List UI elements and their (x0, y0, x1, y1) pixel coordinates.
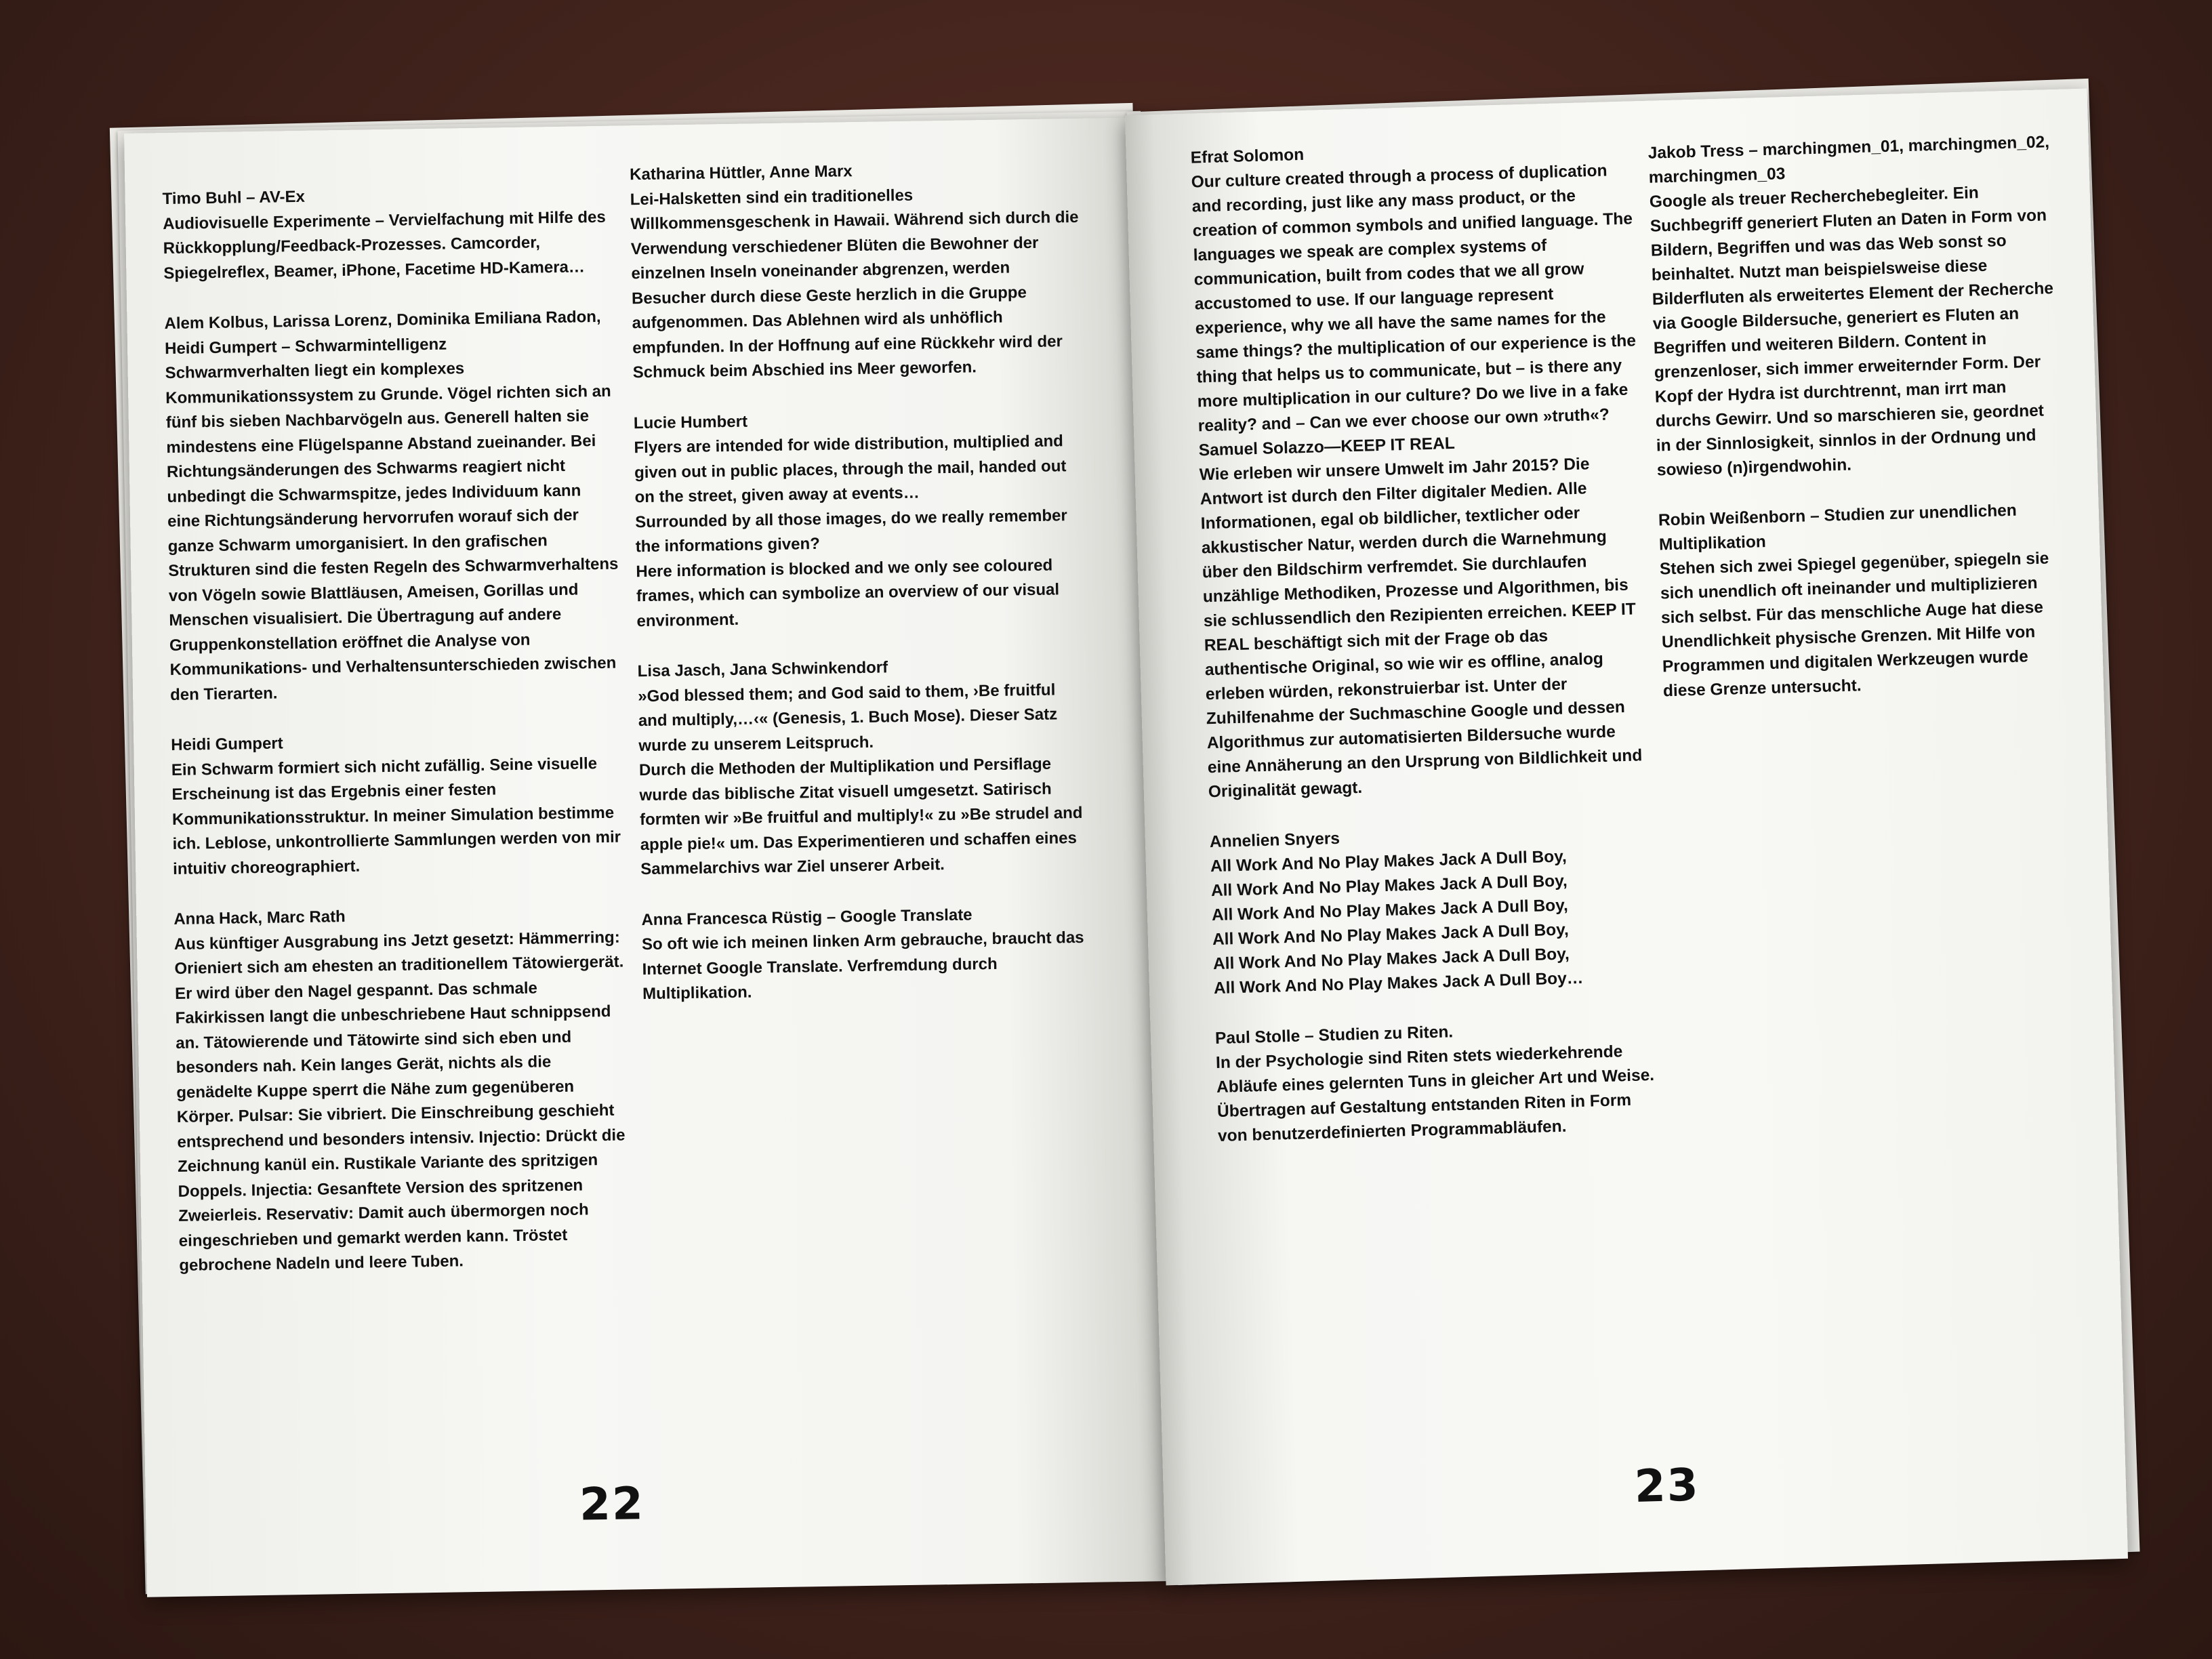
left-page (124, 117, 1170, 1597)
entry-heading: Paul Stolle – Studien zu Riten. (1214, 1023, 1454, 1048)
entry-anna-francesca-ruestig (641, 901, 1093, 1006)
entry-text: Aus künftiger Ausgrabung ins Jetzt gesetzt: Hämmerring: Orieniert sich am ehesten an traditionellem Tätowiergerät. Er wird über den Nagel gespannt. Das schmale Fakirkissen langt die unbeschriebene Haut schnippsend an. Tätowierende und Tätowirte sind sich eben und besonders nah. Kein langes Gerät, nichts als die genädelte Kuppe sperrt die Nähe zum gegenüberen Körper. Pulsar: Sie vibriert. Die Einschreibung geschieht entsprechend und besonders intensiv. Injectio: Drückt die Zeichnung kanül ein. Rustikale Variante des spritzigen Doppels. Injectia: Gesanftete Version des spritzenen Zweierleis. Reservativ: Damit auch übermorgen noch eingeschrieben und gemarkt werden kann. Tröstet gebrochene Nadeln und leere Tuben. (173, 928, 626, 1275)
entry-text: Audiovisuelle Experimente – Vervielfachung mit Hilfe des Rückkopplung/Feedback-Prozesses. Camcorder, Spiegelreflex, Beamer, iPhone, Facetime HD-Kamera… (163, 207, 606, 283)
entry-text: Lei-Halsketten sind ein traditionelles Willkommensgeschenk in Hawaii. Während sich durch die Verwendung verschiedener Blüten die Bewohner der einzelnen Inseln voneinander abgrenzen, werden Besucher durch diese Geste herzlich in die Gruppe aufgenommen. Das Ablehnen wird als unhöflich empfunden. In der Hoffnung auf eine Rückkehr wird der Schmuck beim Abschied ins Meer geworfen. (630, 186, 1079, 382)
entry-heading: Annelien Snyers (1209, 829, 1340, 852)
right-page (1125, 89, 2128, 1586)
left-column-2 (630, 156, 1094, 1033)
entry-jakob-tress (1647, 130, 2064, 483)
entry-schwarmintelligenz (164, 305, 621, 708)
entry-text: Our culture created through a process of duplication and recording, just like any mass product, or the creation of common symbols and unified language. The languages we speak are complex systems of communication, built from codes that we all grow accustomed to use. If our language represent experience, why we all have the same names for the same things? the multiplication of our experience is the thing that helps us to communicate, but – is there any more multiplication in our culture? Do we live in a fake reality? and – Can we ever choose our own »truth«? (1191, 161, 1637, 436)
entry-katharina-huettler (630, 156, 1084, 386)
entry-text: Google als treuer Recherchebegleiter. Ein Suchbegriff generiert Fluten an Daten in Form von Bildern, Begriffen und was das Web sonst so beinhaltet. Nutzt man beispielsweise diese Bilderfluten als erweitertes Element der Recherche via Google Bildersuche, generiert es Fluten an Begriffen und weiteren Bildern. Content in grenzenloser, sich immer erweiternder Form. Der Kopf der Hydra ist durchtrennt, man irrt man durchs Gewirr. Und so marschieren sie, geordnet in der Sinnlosigkeit, sinnlos in der Ordnung und sowieso (n)irgendwohin. (1649, 184, 2054, 480)
entry-heading: Anna Hack, Marc Rath (173, 907, 346, 928)
entry-lisa-jasch (637, 653, 1091, 882)
entry-heading: Lucie Humbert (633, 412, 748, 432)
entry-robin-weissenborn (1658, 497, 2070, 704)
page-number: 22 (579, 1477, 645, 1531)
entry-lucie-humbert (634, 404, 1088, 634)
entry-timo-buhl (162, 180, 614, 286)
page-number: 23 (1633, 1458, 1700, 1513)
entry-text: Flyers are intended for wide distribution, multiplied and given out in public places, through the mail, handed out on the street, given away at events… Surrounded by all those images, do we really remember the informations given? Here information is blocked and we only see coloured frames, which can symbolize an overview of our visual environment. (634, 432, 1067, 630)
entry-text: Stehen sich zwei Spiegel gegenüber, spiegeln sie sich unendlich oft ineinander und multiplizieren sich selbst. Für das menschliche Auge hat diese Unendlichkeit physische Grenzen. Mit Hilfe von Programmen und digitalen Werkzeugen wurde diese Grenze untersucht. (1659, 549, 2049, 701)
entry-heading: Efrat Solomon (1190, 145, 1305, 167)
entry-heading: Heidi Gumpert (171, 734, 283, 755)
entry-efrat-solomon (1190, 134, 1639, 438)
left-column-1 (162, 180, 630, 1305)
entry-annelien-snyers (1209, 818, 1654, 1001)
entry-text: Schwarmverhalten liegt ein komplexes Kommunikationssystem zu Grunde. Vögel richten sich an fünf bis sieben Nachbarvögeln aus. Generell halten sie mindestens eine Flügelspanne Abstand zueinander. Bei Richtungsänderungen des Schwarms reagiert nicht unbedingt die Schwarmspitze, jedes Individuum kann eine Richtungsänderung hervorrufen worauf sich der ganze Schwarm umorganisiert. In den grafischen Strukturen sind die festen Regeln des Schwarmverhaltens von Vögeln sowie Blattläusen, Ameisen, Gorillas und Menschen visualisiert. Die Übertragung auf andere Gruppenkonstellation eröffnet die Analyse von Kommunikations- und Verhaltensunterschieden zwischen den Tierarten. (165, 359, 619, 704)
entry-heading: Robin Weißenborn – Studien zur unendlichen Multiplikation (1658, 501, 2018, 554)
entry-text: Wie erleben wir unsere Umwelt im Jahr 2015? Die Antwort ist durch den Filter digitaler Medien. Alle Informationen, egal ob bildlicher, textlicher oder akkustischer Natur, werden durch die Warnehmung über den Bildschirm verfremdet. Sie durchlaufen unzählige Methodiken, Prozesse und Algorithmen, bis sie schlussendlich den Rezipienten erreichen. KEEP IT REAL beschäftigt sich mit der Frage ob das authentische Original, so wie wir es offline, analog erleben würden, rekonstruierbar ist. Unter der Zuhilfenahme der Suchmaschine Google und dessen Algorithmus zur automatisierten Bildersuche wurde eine Annäherung an den Ursprung von Bildlichkeit und Originalität gewagt. (1199, 455, 1643, 802)
entry-text: Ein Schwarm formiert sich nicht zufällig. Seine visuelle Erscheinung ist das Ergebnis einer festen Kommunikationsstruktur. In meiner Simulation bestimme ich. Leblose, unkontrollierte Sammlungen werden von mir intuitiv choreographiert. (171, 754, 621, 878)
entry-heading: Anna Francesca Rüstig – Google Translate (641, 905, 972, 929)
entry-text: In der Psychologie sind Riten stets wiederkehrende Abläufe eines gelernten Tuns in gleicher Art und Weise. Übertragen auf Gestaltung entstanden Riten in Form von benutzerdefinierten Programmabläufen. (1215, 1042, 1655, 1146)
entry-heading: Timo Buhl – AV-Ex (162, 187, 306, 209)
entry-heading: Katharina Hüttler, Anne Marx (629, 162, 853, 184)
entry-heidi-gumpert (171, 726, 623, 882)
entry-paul-stolle (1215, 1015, 1659, 1149)
entry-text: All Work And No Play Makes Jack A Dull Boy, All Work And No Play Makes Jack A Dull Boy, All Work And No Play Makes Jack A Dull Boy, All Work And No Play Makes Jack A Dull Boy, All Work And No Play Makes Jack A Dull Boy, All Work And No Play Makes Jack A Dull Boy… (1210, 847, 1584, 998)
right-column-1 (1190, 134, 1659, 1174)
entry-heading: Samuel Solazzo—KEEP IT REAL (1198, 434, 1456, 460)
right-column-2 (1647, 130, 2070, 729)
entry-heading: Alem Kolbus, Larissa Lorenz, Dominika Emiliana Radon, Heidi Gumpert – Schwarmintelligenz (164, 307, 601, 358)
entry-heading: Jakob Tress – marchingmen_01, marchingmen_02, marchingmen_03 (1647, 133, 2050, 187)
entry-text: So oft wie ich meinen linken Arm gebrauche, braucht das Internet Google Translate. Verfremdung durch Multiplikation. (641, 928, 1084, 1004)
entry-text: »God blessed them; and God said to them, ›Be fruitful and multiply,…‹« (Genesis, 1. Buch Mose). Dieser Satz wurde zu unserem Leitspruch. Durch die Methoden der Multiplikation und Persiflage wurde das biblische Zitat visuell umgesetzt. Satirisch formten wir »Be fruitful and multiply!« zu »Be strudel and apple pie!« um. Das Experimentieren und schaffen eines Sammelarchivs war Ziel unserer Arbeit. (638, 680, 1083, 879)
entry-samuel-solazzo (1198, 426, 1649, 804)
entry-anna-hack (173, 901, 630, 1279)
entry-heading: Lisa Jasch, Jana Schwinkendorf (637, 658, 888, 681)
